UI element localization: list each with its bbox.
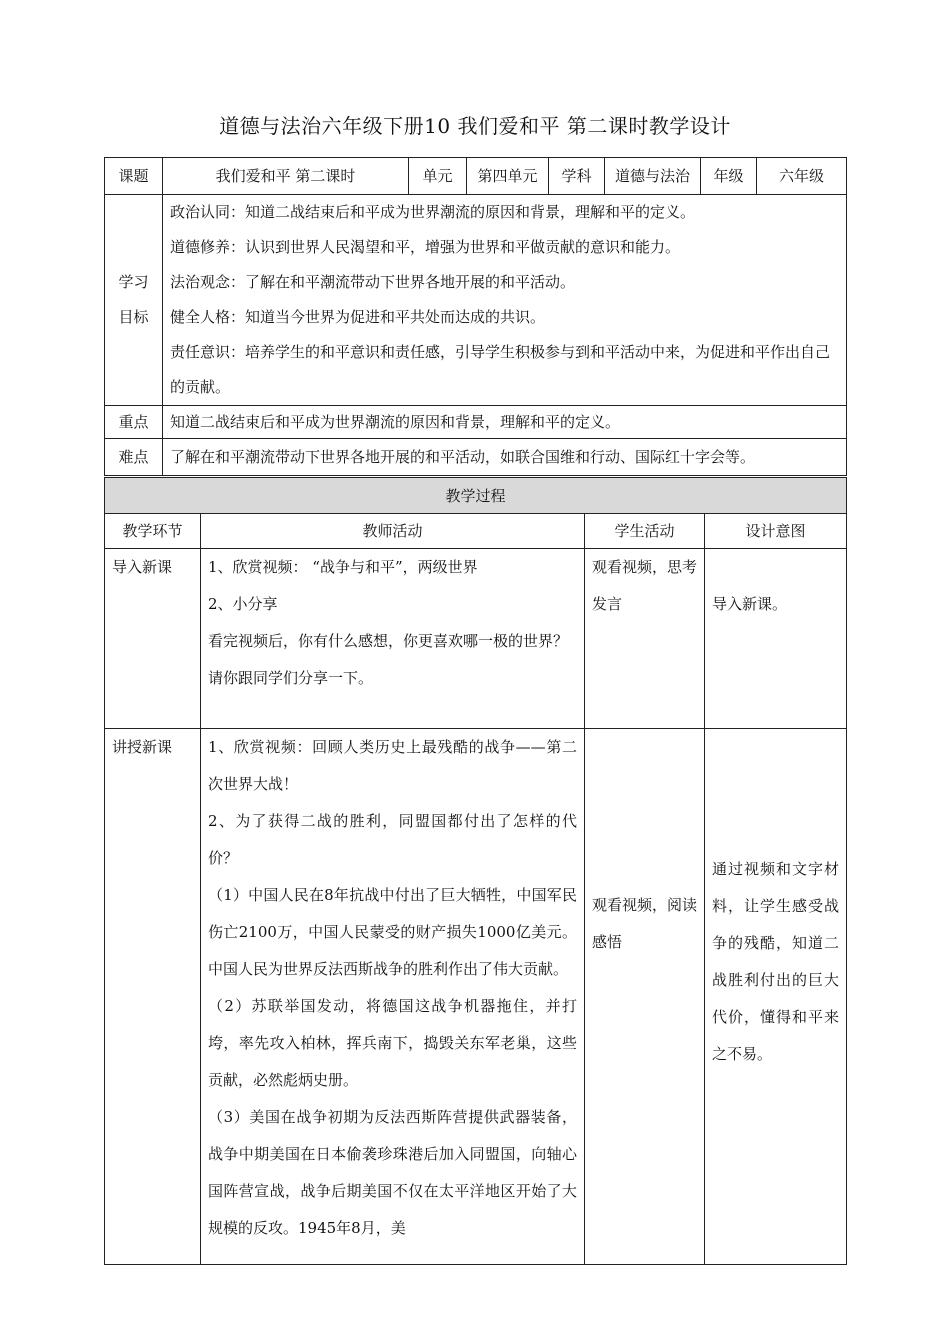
info-table [104,157,847,476]
difficulty-row [105,439,847,476]
process-table [104,477,847,1265]
topic-value: 我们爱和平 第二课时 [163,158,409,195]
goals-content [163,195,847,406]
goals-row [105,195,847,406]
goal-moral: 道德修养：认识到世界人民渴望和平，增强为世界和平做贡献的意识和能力。 [170,238,681,256]
process-header: 教学过程 [105,478,847,514]
table-row [105,549,847,729]
col-stage: 教学环节 [105,514,201,549]
grade-value: 六年级 [757,158,847,195]
teacher-new: 1、欣赏视频：回顾人类历史上最残酷的战争——第二次世界大战！ 2、为了获得二战的胜利，同盟国都付出了怎样的代价？ （1）中国人民在8年抗战中付出了巨大牺牲，中国军民伤亡2100万，中国人民蒙受的财产损失1000亿美元。中国人民为世界反法西斯战争的胜利作出了伟大贡献。 （2）苏联举国发动，将德国这战争机器拖住，并打垮，率先攻入柏林，挥兵南下，捣毁关东军老巢，这些贡献，必然彪炳史册。 （3）美国在战争初期为反法西斯阵营提供武器装备，战争中期美国在日本偷袭珍珠港后加入同盟国，向轴心国阵营宣战，战争后期美国不仅在太平洋地区开始了大规模的反攻。1945年8月，美 [201,729,585,1265]
goals-label: 学习 目标 [105,195,163,406]
stage-new: 讲授新课 [105,729,201,1265]
teacher-intro: 1、欣赏视频： “战争与和平”，两级世界 2、小分享 看完视频后，你有什么感想，你更喜欢哪一极的世界？ 请你跟同学们分享一下。 [201,549,585,729]
goal-responsibility: 责任意识：培养学生的和平意识和责任感，引导学生积极参与到和平活动中来，为促进和平作出自己的贡献。 [170,343,831,396]
topic-label: 课题 [105,158,163,195]
student-intro: 观看视频，思考发言 [585,549,705,729]
goal-political: 政治认同：知道二战结束后和平成为世界潮流的原因和背景，理解和平的定义。 [170,203,696,221]
col-teacher: 教师活动 [201,514,585,549]
stage-intro: 导入新课 [105,549,201,729]
intent-new: 通过视频和文字材料，让学生感受战争的残酷，知道二战胜利付出的巨大代价，懂得和平来之不易。 [705,729,847,1265]
table-row [105,729,847,1265]
subject-value: 道德与法治 [605,158,701,195]
col-student: 学生活动 [585,514,705,549]
unit-label: 单元 [409,158,467,195]
key-point-label: 重点 [105,406,163,439]
process-columns [105,514,847,549]
goal-personality: 健全人格：知道当今世界为促进和平共处而达成的共识。 [170,308,546,326]
grade-label: 年级 [701,158,757,195]
key-point-row [105,406,847,439]
difficulty-label: 难点 [105,439,163,476]
page-title: 道德与法治六年级下册10 我们爱和平 第二课时教学设计 [219,114,731,138]
col-intent: 设计意图 [705,514,847,549]
subject-label: 学科 [549,158,605,195]
student-new: 观看视频，阅读感悟 [585,729,705,1265]
unit-value: 第四单元 [467,158,549,195]
info-row [105,158,847,195]
goal-law: 法治观念：了解在和平潮流带动下世界各地开展的和平活动。 [170,273,576,291]
difficulty-text: 了解在和平潮流带动下世界各地开展的和平活动，如联合国维和行动、国际红十字会等。 [163,439,847,476]
intent-intro: 导入新课。 [705,549,847,729]
key-point-text: 知道二战结束后和平成为世界潮流的原因和背景，理解和平的定义。 [163,406,847,439]
